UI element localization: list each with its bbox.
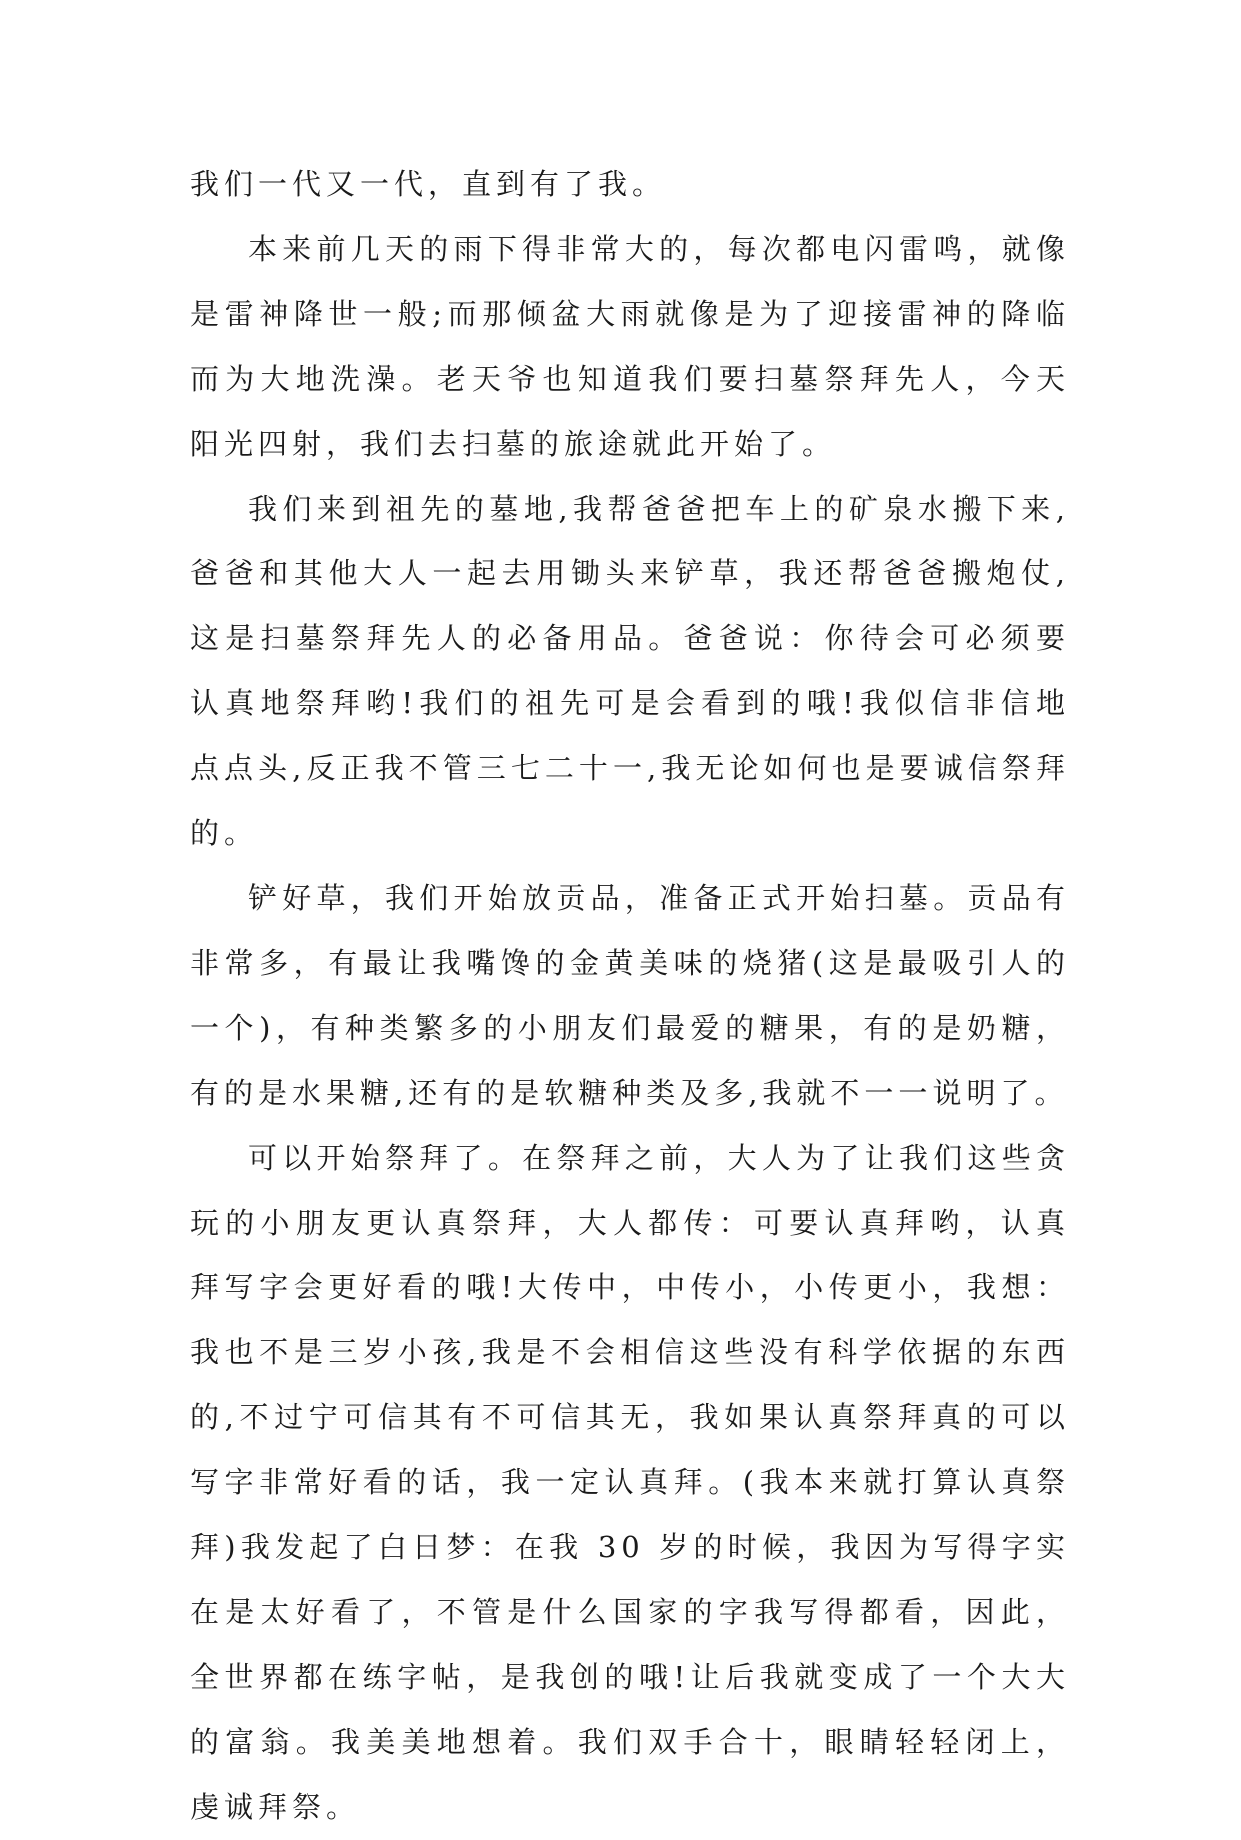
paragraph-weather: 本来前几天的雨下得非常大的，每次都电闪雷鸣，就像是雷神降世一般;而那倾盆大雨就像是为了迎接雷神的降临而为大地洗澡。老天爷也知道我们要扫墓祭拜先人，今天阳光四射，我们去扫墓的旅途就此开始了。 [190,231,1070,461]
paragraph-graveyard: 我们来到祖先的墓地,我帮爸爸把车上的矿泉水搬下来,爸爸和其他大人一起去用锄头来铲草，我还帮爸爸搬炮仗,这是扫墓祭拜先人的必备用品。爸爸说：你待会可必须要认真地祭拜哟!我们的祖先可是会看到的哦!我似信非信地点点头,反正我不管三七二十一,我无论如何也是要诚信祭拜的。 [190,491,1070,851]
paragraph-continuation: 我们一代又一代，直到有了我。 [190,167,667,201]
paragraph-offerings: 铲好草，我们开始放贡品，准备正式开始扫墓。贡品有非常多，有最让我嘴馋的金黄美味的烧猪(这是最吸引人的一个)，有种类繁多的小朋友们最爱的糖果，有的是奶糖，有的是水果糖,还有的是软糖种类及多,我就不一一说明了。 [190,880,1070,1110]
essay-body [190,152,1070,1840]
paragraph-worship: 可以开始祭拜了。在祭拜之前，大人为了让我们这些贪玩的小朋友更认真祭拜，大人都传：可要认真拜哟，认真拜写字会更好看的哦!大传中，中传小，小传更小，我想：我也不是三岁小孩,我是不会相信这些没有科学依据的东西的,不过宁可信其有不可信其无，我如果认真祭拜真的可以写字非常好看的话，我一定认真拜。(我本来就打算认真祭拜)我发起了白日梦：在我 30 岁的时候，我因为写得字实在是太好看了，不管是什么国家的字我写得都看，因此，全世界都在练字帖，是我创的哦!让后我就变成了一个大大的富翁。我美美地想着。我们双手合十，眼睛轻轻闭上，虔诚拜祭。 [190,1140,1070,1824]
